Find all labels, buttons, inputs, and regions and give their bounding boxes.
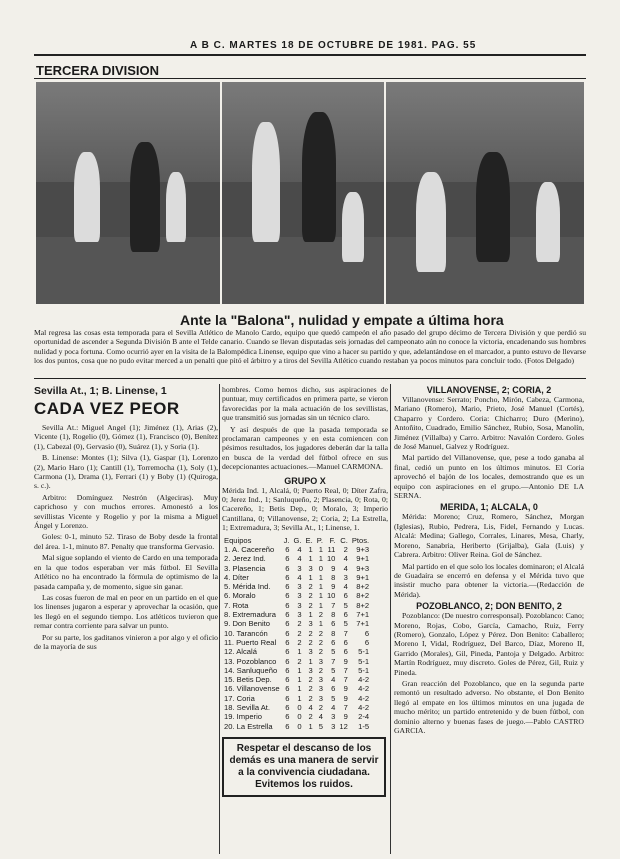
standings-cell: 6 — [331, 619, 336, 629]
paragraph: Mal sigue soplando el viento de Cardo en una temporada en la que todos esperaban ver más fútbol. El Sevilla Atlético no ha encontrado la fórmula de optimismo de la pasada campaña y, de momento, sigue sin ganar. — [34, 553, 218, 591]
paragraph: Mal partido del Villanovense, que, pese a todo ganaba al final, cedió un punto en los últimos minutos. El Coria aprovechó el bajón de los locales, demostrando que es un equipo con aspiraciones en el grupo.—Antonio DE LA SERNA. — [394, 453, 584, 501]
article-teams: Sevilla At., 1; B. Linense, 1 — [34, 385, 167, 397]
standings-row — [222, 610, 371, 619]
standings-cell: 1 — [308, 721, 313, 731]
column-divider — [219, 384, 220, 854]
standings-cell: 6 — [331, 637, 336, 647]
paragraph: Villanovense: Serrato; Poncho, Mirón, Cabeza, Carmona, Mariano (Romero), Mario, Prieto, José Manuel (Cortés), Chaparro y Cordero. Coria: Chicharro; Duro (Merino), Antoñito, Cuadrado, Emilio Sánchez, Rubio, Sosa, Manolín, Jiménez (Villalba) y Carro. Arbitro: Navalón Cordero. Goles de José Manuel, Galvez y Rodríguez. — [394, 395, 584, 452]
standings-row — [222, 619, 371, 628]
standings-cell: 3. Plasencia — [224, 563, 266, 573]
standings-cell: 20. La Estrella — [224, 721, 273, 731]
standings-cell: 9 — [343, 712, 348, 722]
standings-row — [222, 601, 371, 610]
section-title: TERCERA DIVISION — [36, 63, 160, 78]
standings-cell: 3 — [308, 619, 313, 629]
standings-cell: 7 — [343, 628, 348, 638]
standings-cell: 6 — [285, 675, 290, 685]
standings-cell: 9. Don Benito — [224, 619, 271, 629]
standings-cell: 4 — [297, 554, 302, 564]
paragraph: Gran reacción del Pozoblanco, que en la segunda parte remontó un resultado adverso. No obstante, el Don Benito llegó al empate en los últimos minutos en una jugada de mucho mérito; un partido entretenido y de buen fútbol, con dominio alterno y buenas fases de juego.—Pablo CASTRO GARCIA. — [394, 678, 584, 735]
standings-cell: 3 — [308, 665, 313, 675]
standings-cell: 5 — [343, 600, 348, 610]
standings-cell: 6 — [343, 591, 348, 601]
standings-cell: 6 — [285, 628, 290, 638]
standings-cell: 4-2 — [358, 684, 370, 694]
standings-cell: 8+2 — [356, 591, 370, 601]
standings-cell: 9 — [331, 563, 336, 573]
standings-cell: 4 — [331, 675, 336, 685]
match-heading: MERIDA, 1; ALCALA, 0 — [440, 502, 538, 513]
paragraph: Y así después de que la pasada temporada se proclamaran campeones y en esta comiencen con pésimos resultados, los jugadores deberán dar la talla en busca de la verdad del fútbol ofrece en sus decepcionantes actuaciones.—Manuel CARMONA. — [222, 424, 388, 472]
standings-cell: 9+3 — [356, 563, 370, 573]
standings-cell: 8. Extremadura — [224, 610, 276, 620]
standings-row — [222, 694, 371, 703]
standings-cell: 3 — [331, 712, 336, 722]
paragraph: Pozoblanco: (De nuestro corresponsal). Pozoblanco: Cano; Moreno, Rojas, Cobo, García, Camacho, Ruiz, Ferry (Romero), Gonzalo, López y Pérez. Don Benito: Caballero; Moreno I, Vidal, Rodríguez, Del Barco, Díaz, Moreno II, Garrido (Morales), Gil, Pineda, Pantoja y Delgado. Arbitro: Martín Rodríguez, muy discreto. Goles de Pérez, Gil, Ruiz y Pineda. — [394, 611, 584, 677]
standings-cell: 4 — [343, 582, 348, 592]
standings-cell: 8+2 — [356, 582, 370, 592]
article-continuation — [222, 385, 388, 472]
standings-cell: 4 — [297, 572, 302, 582]
header-rule — [34, 54, 586, 56]
standings-cell: 5-1 — [358, 656, 370, 666]
standings-cell: 3 — [318, 684, 323, 694]
match-report — [394, 512, 584, 599]
standings-cell: 4 — [297, 544, 302, 554]
standings-cell: 16. Villanovense — [224, 684, 280, 694]
standings-cell: 1 — [308, 610, 313, 620]
standings-header-cell: P. — [316, 535, 323, 545]
paragraph: Sevilla At.: Miguel Angel (1); Jiménez (1), Arias (2), Vicente (1), Rogelio (0), Gómez (1), Francisco (0), Benítez (1), Cabezal (0), Gervasio (0), Suárez (1), y Soria (1). — [34, 423, 218, 451]
paragraph: Por su parte, los gaditanos vinieron a por algo y el oficio de la mayoría de sus — [34, 632, 218, 651]
match-heading: POZOBLANCO, 2; DON BENITO, 2 — [416, 601, 562, 612]
photo-caption-title: Ante la "Balona", nulidad y empate a última hora — [180, 312, 504, 328]
standings-cell: 5. Mérida Ind. — [224, 582, 271, 592]
standings-cell: 3 — [297, 563, 302, 573]
standings-cell: 0 — [297, 703, 302, 713]
standings-cell: 1 — [297, 665, 302, 675]
match-report — [394, 395, 584, 500]
standings-cell: 3 — [297, 600, 302, 610]
photo-caption-body: Mal regresa las cosas esta temporada para el Sevilla Atlético de Manolo Cardo, equipo que quedó campeón el año pasado del grupo décimo de Tercera División y que perdió su oportunidad de ascender a Segunda División B ante el Telde canario. Cuando se llevan disputadas seis jornadas del campeonato aún no conoce la victoria, encadenando sus hombres nulidad y poca fortuna. Como ocurrió ayer en la visita de la Balompédica Linense, equipo que vino a hacer su partido y que, adelantándose en el marcador, a punto estuvo de llevarse los dos puntos, cosa que no pudo evitar merced a un penalti que pitó el árbitro y a tiros del Sevilla Atlético cuando restaban ya pocos minutos para concluir todo. (Fotos Delgado) — [34, 328, 586, 366]
standings-header-row — [222, 536, 371, 545]
standings-cell: 1 — [308, 656, 313, 666]
article-headline: CADA VEZ PEOR — [34, 399, 180, 418]
standings-cell: 6 — [285, 721, 290, 731]
standings-cell: 1 — [318, 544, 323, 554]
standings-cell: 1 — [308, 554, 313, 564]
standings-row — [222, 647, 371, 656]
standings-cell: 2 — [297, 628, 302, 638]
standings-cell: 1 — [318, 619, 323, 629]
standings-cell: 2 — [318, 637, 323, 647]
standings-cell: 3 — [318, 656, 323, 666]
standings-cell: 6 — [285, 591, 290, 601]
standings-cell: 2. Jerez Ind. — [224, 554, 266, 564]
standings-cell: 6 — [331, 684, 336, 694]
standings-cell: 12 — [339, 721, 348, 731]
standings-cell: 2 — [308, 637, 313, 647]
standings-cell: 4. Díter — [224, 572, 249, 582]
standings-cell: 3 — [297, 591, 302, 601]
standings-cell: 6 — [285, 703, 290, 713]
standings-cell: 3 — [308, 563, 313, 573]
standings-cell: 3 — [318, 675, 323, 685]
standings-cell: 1 — [318, 554, 323, 564]
standings-cell: 1 — [318, 582, 323, 592]
standings-cell: 9 — [331, 582, 336, 592]
standings-cell: 6 — [285, 600, 290, 610]
standings-cell: 6 — [285, 693, 290, 703]
standings-cell: 9+1 — [356, 572, 370, 582]
standings-cell: 6 — [364, 637, 370, 647]
standings-cell: 2 — [318, 647, 323, 657]
standings-cell: 7 — [331, 656, 336, 666]
standings-cell: 6 — [285, 610, 290, 620]
standings-cell: 1 — [308, 572, 313, 582]
standings-cell: 3 — [343, 572, 348, 582]
standings-cell: 6 — [364, 628, 370, 638]
standings-cell: 11. Puerto Real — [224, 637, 277, 647]
standings-row — [222, 582, 371, 591]
standings-cell: 2 — [308, 693, 313, 703]
standings-cell: 2 — [343, 544, 348, 554]
standings-header-cell: G. — [293, 535, 302, 545]
standings-header-cell: Ptos. — [351, 535, 370, 545]
standings-cell: 0 — [297, 721, 302, 731]
standings-cell: 1 — [297, 684, 302, 694]
standings-cell: 3 — [331, 721, 336, 731]
standings-cell: 15. Betis Dep. — [224, 675, 272, 685]
standings-cell: 7 — [343, 665, 348, 675]
standings-cell: 4-2 — [358, 675, 370, 685]
standings-cell: 6. Moralo — [224, 591, 256, 601]
standings-cell: 4-2 — [358, 703, 370, 713]
standings-cell: 5 — [318, 721, 323, 731]
public-notice: Respetar el descanso de los demás es una manera de servir a la convivencia ciudadana. Evitemos los ruidos. — [222, 737, 386, 797]
standings-cell: 1 — [308, 544, 313, 554]
article-group-x — [222, 385, 388, 797]
standings-cell: 2 — [308, 591, 313, 601]
standings-cell: 6 — [285, 544, 290, 554]
group-results: Mérida Ind. 1, Alcalá, 0; Puerto Real, 0; Díter Zafra, 0; Jerez Ind., 1; Sanluqueño, 2; Plasencia, 0; Rota, 0; Cacereño, 1; Betis Dep., 0; Moralo, 3; Imperio Cantillana, 0; Villanovense, 2; Coria, 2; La Estrella, 1; Extremadura, 3; Sevilla At., 1; Linense, 1. — [222, 485, 388, 533]
standings-cell: 2 — [318, 628, 323, 638]
regional-results — [394, 385, 584, 737]
paragraph: B. Linense: Montes (1); Silva (1), Gaspar (1), Lorenzo (2), Mario Haro (1); Cantill (1), Torremocha (1), Soly (1), Carmona (1), Drama (1), Ferrari (1) y Boby (1) (Quiroga, s. c.). — [34, 453, 218, 491]
standings-row — [222, 573, 371, 582]
standings-cell: 7 — [343, 675, 348, 685]
column-divider — [390, 384, 391, 854]
standings-cell: 6 — [285, 656, 290, 666]
paragraph: Arbitro: Domínguez Nestrón (Algeciras). Muy caprichoso y con muchos errores. Amonestó a los sevillistas Vicente y Rogelio y por la misma a Miguel Ángel y Lorenzo. — [34, 492, 218, 531]
standings-cell: 5-1 — [358, 647, 370, 657]
standings-cell: 6 — [285, 619, 290, 629]
standings-cell: 4 — [308, 703, 313, 713]
standings-row — [222, 657, 371, 666]
standings-cell: 4 — [331, 703, 336, 713]
paragraph: Goles: 0-1, minuto 52. Tiraso de Boby desde la frontal del área. 1-1, minuto 87. Penalty que transforma Gervasio. — [34, 532, 218, 551]
standings-cell: 1 — [318, 600, 323, 610]
standings-header-cell: J. — [283, 535, 290, 545]
standings-row — [222, 675, 371, 684]
standings-cell: 17. Coria — [224, 693, 255, 703]
standings-cell: 2 — [308, 675, 313, 685]
standings-cell: 3 — [318, 693, 323, 703]
standings-cell: 1 — [318, 572, 323, 582]
group-title: GRUPO X — [284, 475, 326, 486]
paragraph: hombres. Como hemos dicho, sus aspiraciones de puntuar, muy certificados en primera parte, se vieron favorecidas por la mala actuación de los sevillistas, que transmitió sus jornadas sin un técnico claro. — [222, 385, 388, 423]
photo-center — [222, 82, 384, 304]
standings-cell: 7+1 — [356, 619, 370, 629]
standings-cell: 2-4 — [358, 712, 370, 722]
standings-row — [222, 591, 371, 600]
standings-cell: 8 — [331, 572, 336, 582]
standings-cell: 4 — [343, 554, 348, 564]
paragraph: Mal partido en el que solo los locales dominaron; el Alcalá de Guadaíra se encerró en defensa y el Mérida tuvo que insistir mucho para obtener la victoria.—(Redacción de Mérida). — [394, 561, 584, 599]
standings-cell: 5 — [331, 693, 336, 703]
standings-cell: 3 — [297, 582, 302, 592]
standings-row — [222, 712, 371, 721]
standings-cell: 5-1 — [358, 665, 370, 675]
standings-cell: 7 — [343, 703, 348, 713]
standings-cell: 7. Rota — [224, 600, 249, 610]
standings-cell: 4 — [343, 563, 348, 573]
standings-row — [222, 554, 371, 563]
standings-cell: 6 — [285, 665, 290, 675]
standings-cell: 13. Pozoblanco — [224, 656, 277, 666]
standings-cell: 6 — [285, 572, 290, 582]
standings-row — [222, 545, 371, 554]
article-sevilla-linense — [34, 385, 218, 653]
standings-cell: 1 — [297, 647, 302, 657]
standings-cell: 1 — [297, 693, 302, 703]
photo-left — [36, 82, 220, 304]
standings-cell: 10. Tarancón — [224, 628, 268, 638]
standings-cell: 2 — [297, 637, 302, 647]
standings-table — [222, 536, 371, 731]
standings-header-cell: E. — [305, 535, 313, 545]
standings-cell: 1. A. Cacereño — [224, 544, 275, 554]
standings-cell: 8 — [331, 610, 336, 620]
standings-cell: 6 — [285, 582, 290, 592]
standings-header-cell: Equipos — [224, 535, 252, 545]
standings-cell: 2 — [308, 600, 313, 610]
standings-cell: 1 — [318, 591, 323, 601]
standings-cell: 8 — [331, 628, 336, 638]
section-rule — [34, 78, 586, 79]
standings-cell: 10 — [326, 591, 336, 601]
standings-cell: 11 — [327, 544, 336, 554]
standings-cell: 6 — [343, 610, 348, 620]
standings-cell: 10 — [326, 554, 336, 564]
standings-cell: 6 — [343, 647, 348, 657]
standings-cell: 12. Alcalá — [224, 647, 257, 657]
standings-cell: 8+2 — [356, 600, 370, 610]
match-heading: VILLANOVENSE, 2; CORIA, 2 — [426, 385, 552, 395]
photo-right — [386, 82, 584, 304]
standings-cell: 9 — [343, 656, 348, 666]
standings-cell: 2 — [318, 665, 323, 675]
standings-cell: 3 — [308, 647, 313, 657]
standings-row — [222, 722, 371, 731]
standings-cell: 2 — [318, 610, 323, 620]
standings-row — [222, 703, 371, 712]
standings-cell: 2 — [297, 619, 302, 629]
standings-cell: 6 — [285, 684, 290, 694]
standings-cell: 7 — [331, 600, 336, 610]
paragraph: Mérida: Moreno; Cruz, Romero, Sánchez, Morgan (Iglesias), Rubio, Pedrera, Lis, Fidel, Fernando y Lucas. Alcalá: Medina; Gallego, Corrales, Linares, Mesa, Charly, Moreno, Sanabria, Heriberto (Grijalba), Gala (Luis) y Cabrera. Arbitro: Oliver Reina. Gol de Sánchez. — [394, 512, 584, 560]
standings-cell: 5 — [331, 647, 336, 657]
standings-cell: 2 — [308, 684, 313, 694]
standings-row — [222, 666, 371, 675]
standings-cell: 2 — [308, 628, 313, 638]
standings-cell: 9+3 — [356, 544, 370, 554]
standings-cell: 2 — [308, 712, 313, 722]
standings-cell: 0 — [318, 563, 323, 573]
match-report — [394, 611, 584, 735]
standings-row — [222, 684, 371, 693]
standings-cell: 9 — [343, 684, 348, 694]
standings-row — [222, 638, 371, 647]
standings-cell: 7+1 — [356, 610, 370, 620]
standings-row — [222, 629, 371, 638]
standings-cell: 2 — [318, 703, 323, 713]
standings-cell: 2 — [297, 656, 302, 666]
standings-cell: 6 — [343, 637, 348, 647]
caption-rule — [34, 378, 586, 379]
standings-cell: 6 — [285, 637, 290, 647]
standings-cell: 9+1 — [356, 554, 370, 564]
page-header: A B C. MARTES 18 DE OCTUBRE DE 1981. PAG. 55 — [190, 40, 477, 51]
standings-cell: 18. Sevilla At. — [224, 703, 271, 713]
standings-cell: 0 — [297, 712, 302, 722]
standings-cell: 6 — [285, 554, 290, 564]
standings-cell: 19. Imperio — [224, 712, 262, 722]
standings-cell: 1 — [297, 675, 302, 685]
standings-row — [222, 564, 371, 573]
paragraph: Las cosas fueron de mal en peor en un partido en el que los linenses jugaron a esperar y aprovechar la ocasión, que les llegó en el segundo tiempo. Los atléticos tuvieron que remar contra corriente para salvar un punto. — [34, 592, 218, 631]
standings-cell: 6 — [285, 712, 290, 722]
standings-cell: 1-5 — [358, 721, 370, 731]
standings-cell: 9 — [343, 693, 348, 703]
standings-cell: 3 — [297, 610, 302, 620]
standings-cell: 5 — [343, 619, 348, 629]
standings-header-cell: C. — [340, 535, 348, 545]
standings-cell: 4-2 — [358, 693, 370, 703]
standings-cell: 6 — [285, 647, 290, 657]
article-body — [34, 423, 218, 651]
standings-cell: 14. Sanluqueño — [224, 665, 278, 675]
standings-cell: 6 — [285, 563, 290, 573]
standings-cell: 2 — [308, 582, 313, 592]
standings-cell: 4 — [318, 712, 323, 722]
standings-header-cell: F. — [329, 535, 336, 545]
standings-cell: 5 — [331, 665, 336, 675]
